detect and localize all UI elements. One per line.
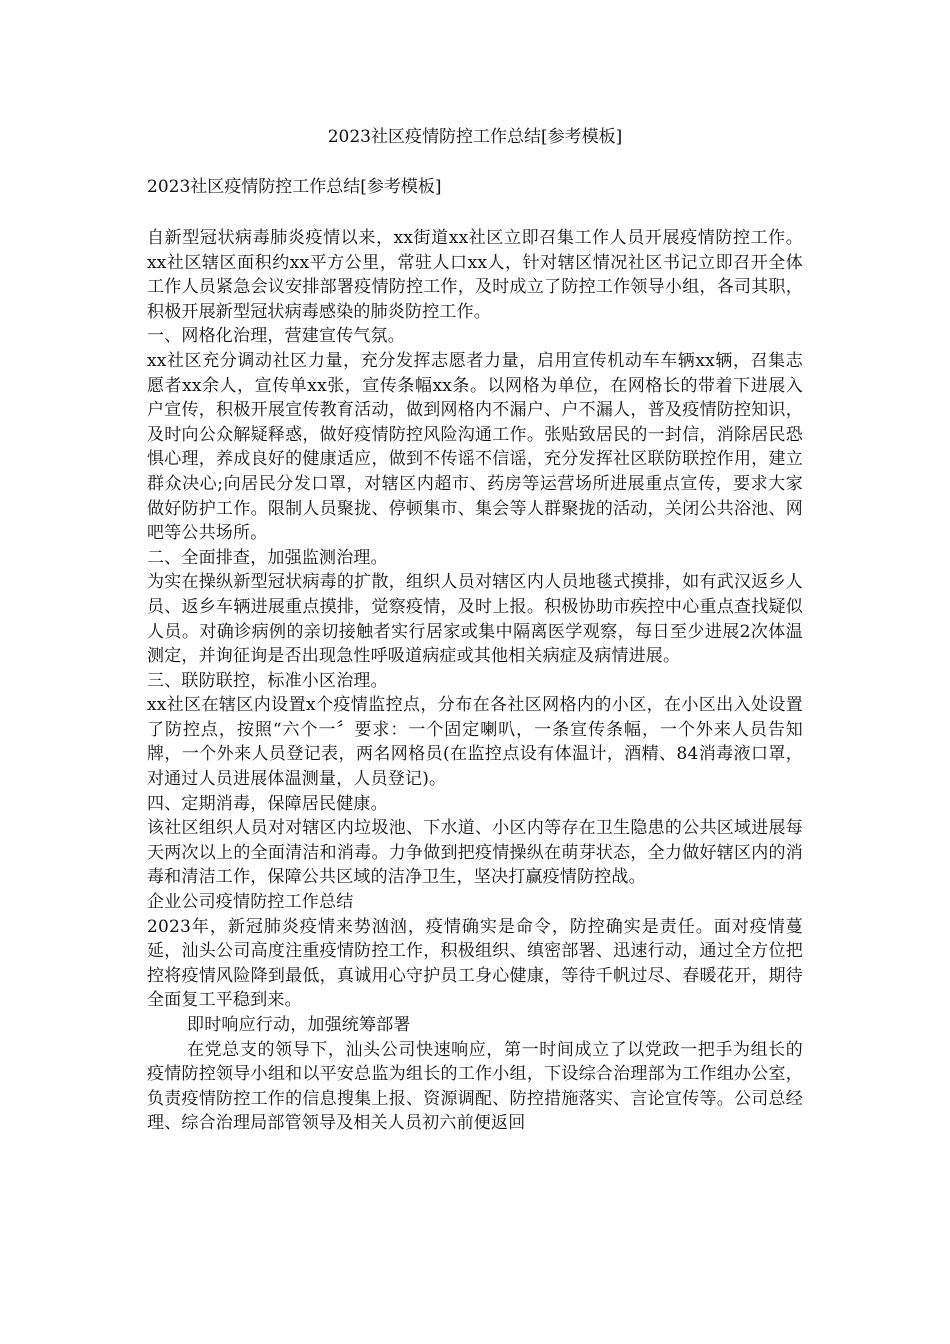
section-paragraph-1: xx社区充分调动社区力量，充分发挥志愿者力量，启用宣传机动车车辆xx辆，召集志愿者xx余人，宣传单xx张，宣传条幅xx条。以网格为单位，在网格长的带着下进展入户宣传，积极开展宣传教育活动，做到网格内不漏户、户不漏人，普及疫情防控知识，及时向公众解疑释惑，做好疫情防控风险沟通工作。张贴致居民的一封信，消除居民恐惧心理，养成良好的健康适应，做到不传谣不信谣，充分发挥社区联防联控作用，建立群众决心;向居民分发口罩，对辖区内超市、药房等运营场所进展重点宣传，要求大家做好防护工作。限制人员聚拢、停顿集市、集会等人群聚拢的活动，关闭公共浴池、网吧等公共场所。	[147, 350, 803, 544]
section-paragraph-2: 为实在操纵新型冠状病毒的扩散，组织人员对辖区内人员地毯式摸排，如有武汉返乡人员、返乡车辆进展重点摸排，觉察疫情，及时上报。积极协助市疾控中心重点查找疑似人员。对确诊病例的亲切接触者实行居家或集中隔离医学观察，每日至少进展2次体温测定，并询征询是否出现急性呼吸道病症或其他相关病症及病情进展。	[147, 572, 803, 667]
section-paragraph-3: xx社区在辖区内设置x个疫情监控点，分布在各社区网格内的小区，在小区出入处设置了防控点，按照“六个一〞要求：一个固定喇叭，一条宣传条幅，一个外来人员告知牌，一个外来人员登记表，两名网格员(在监控点设有体温计，酒精、84消毒液口罩，对通过人员进展体温测量，人员登记)。	[147, 695, 803, 790]
company-subheading: 即时响应行动，加强统筹部署	[187, 1015, 411, 1035]
section-heading-4: 四、定期消毒，保障居民健康。	[147, 793, 388, 814]
company-paragraph: 在党总支的领导下，汕头公司快速响应，第一时间成立了以党政一把手为组长的疫情防控领导小组和以平安总监为组长的工作小组，下设综合治理部为工作组办公室，负责疫情防控工作的信息搜集上报、资源调配、防控措施落实、言论宣传等。公司总经理、综合治理局部管领导及相关人员初六前便返回	[147, 1039, 803, 1134]
company-section-heading: 企业公司疫情防控工作总结	[147, 892, 354, 913]
document-body	[147, 226, 803, 1136]
document-title: 2023社区疫情防控工作总结[参考模板]	[327, 127, 623, 147]
company-intro-paragraph: 2023年，新冠肺炎疫情来势汹汹，疫情确实是命令，防控确实是责任。面对疫情蔓延，汕头公司高度注重疫情防控工作，积极组织、缜密部署、迅速行动，通过全方位把控将疫情风险降到最低，真诚用心守护员工身心健康，等待千帆过尽、春暖花开，期待全面复工平稳到来。	[147, 916, 803, 1011]
section-heading-2: 二、全面排查，加强监测治理。	[147, 547, 388, 568]
section-paragraph-4: 该社区组织人员对对辖区内垃圾池、下水道、小区内等存在卫生隐患的公共区域进展每天两次以上的全面清洁和消毒。力争做到把疫情操纵在萌芽状态，全力做好辖区内的消毒和清洁工作，保障公共区域的洁净卫生，坚决打赢疫情防控战。	[147, 818, 803, 888]
section-heading-3: 三、联防联控，标准小区治理。	[147, 670, 388, 691]
document-subtitle: 2023社区疫情防控工作总结[参考模板]	[147, 177, 442, 197]
section-heading-1: 一、网格化治理，营建宣传气氛。	[147, 326, 405, 347]
intro-paragraph: 自新型冠状病毒肺炎疫情以来，xx街道xx社区立即召集工作人员开展疫情防控工作。xx社区辖区面积约xx平方公里，常驻人口xx人，针对辖区情况社区书记立即召开全体工作人员紧急会议安排部署疫情防控工作，及时成立了防控工作领导小组，各司其职，积极开展新型冠状病毒感染的肺炎防控工作。	[147, 228, 803, 322]
